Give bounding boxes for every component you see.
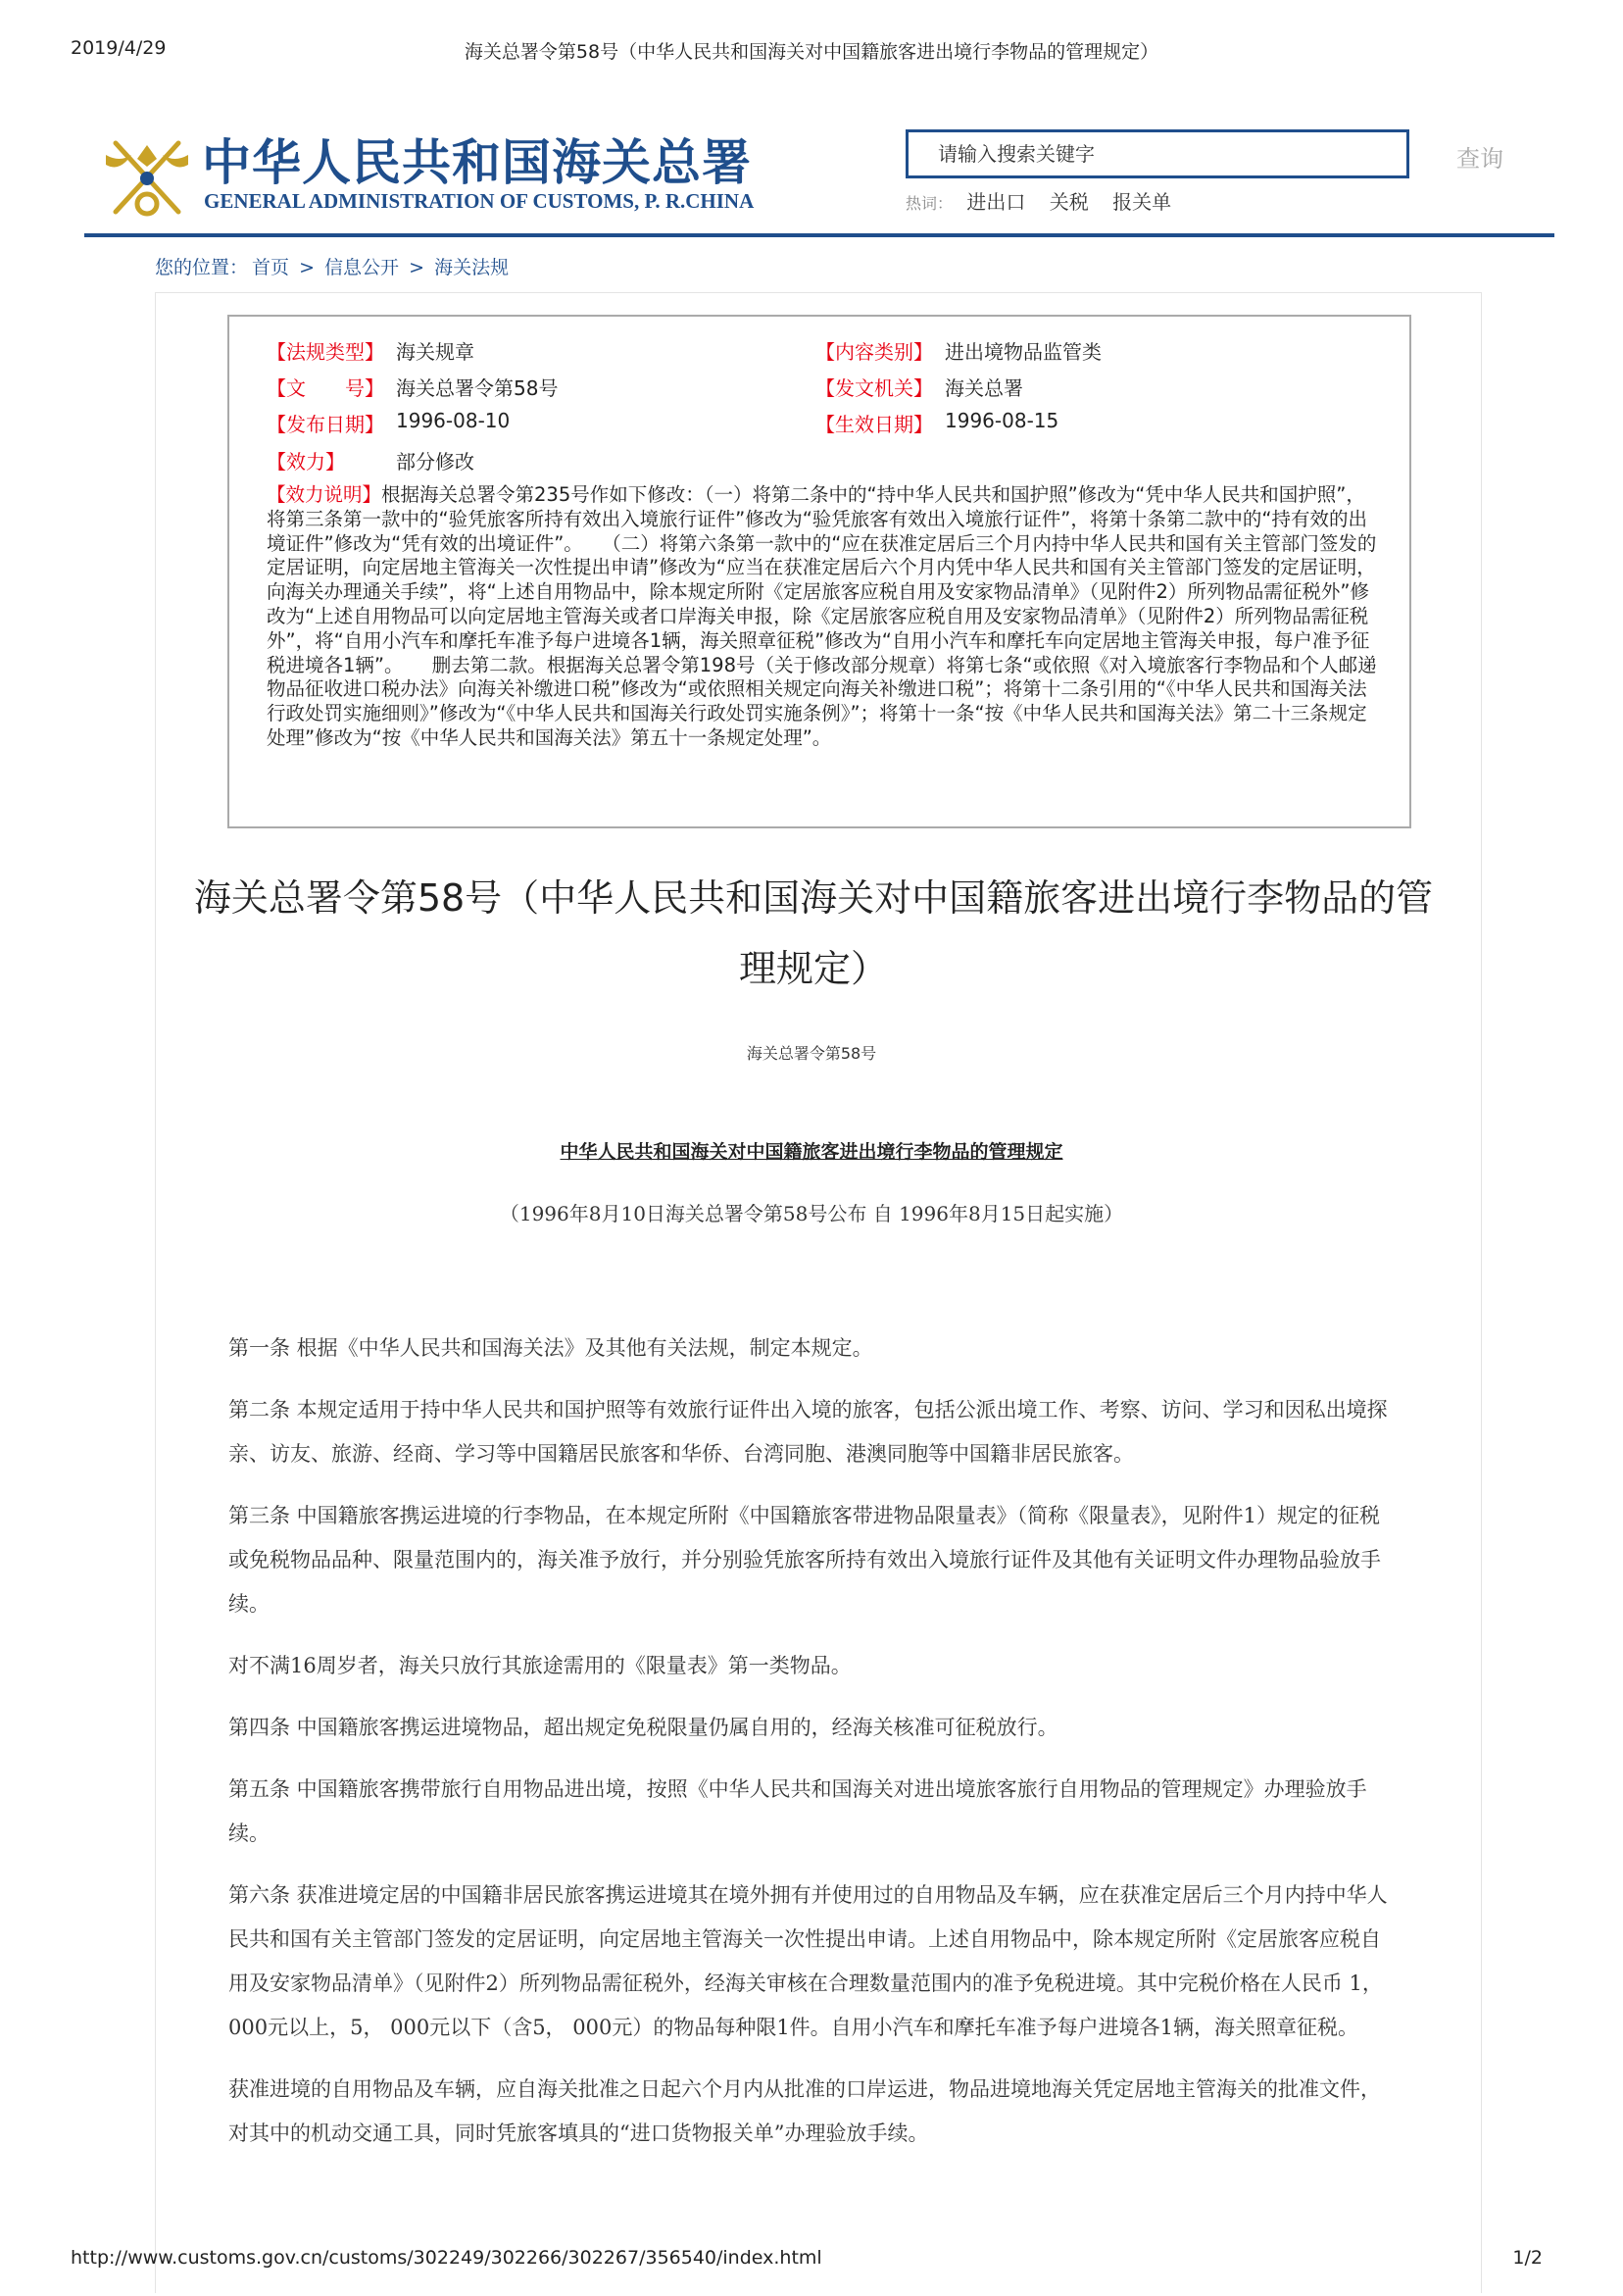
regulation-date: （1996年8月10日海关总署令第58号公布 自 1996年8月15日起实施）: [499, 1202, 1124, 1225]
validity-note-text: 根据海关总署令第235号作如下修改：（一）将第二条中的“持中华人民共和国护照”修改为“凭中华人民共和国护照”，将第三条第一款中的“验凭旅客所持有效出入境旅行证件”修改为“验凭旅客有效出入境旅行证件”，将第十条第二款中的“持有效的出境证件”修改为“凭有效的出境证件”。 （二）将第六条第一款中的“应在获准定居后三个月内持中华人民共和国有关主管部门签发的定居证明，向定居地主管海关一次性提出申请”修改为“应当在获准定居后六个月内凭中华人民共和国有关主管部门签发的定居证明，向海关办理通关手续”，将“上述自用物品中，除本规定所附《定居旅客应税自用及安家物品清单》（见附件2）所列物品需征税外”修改为“上述自用物品可以向定居地主管海关或者口岸海关申报，除《定居旅客应税自用及安家物品清单》（见附件2）所列物品需征税外”，将“自用小汽车和摩托车准予每户进境各1辆，海关照章征税”修改为“自用小汽车和摩托车向定居地主管海关申报，每户准予征税进境各1辆”。 删去第二款。根据海关总署令第198号（关于修改部分规章）将第七条“或依照《对入境旅客行李物品和个人邮递物品征收进口税办法》向海关补缴进口税”修改为“或依照相关规定向海关补缴进口税”；将第十二条引用的“《中华人民共和国海关法行政处罚实施细则》”修改为“《中华人民共和国海关行政处罚实施条例》”；将第十一条“按《中华人民共和国海关法》第二十三条规定处理”修改为“按《中华人民共和国海关法》第五十一条规定处理”。: [267, 483, 1377, 749]
issuer-label: 【发文机关】: [815, 376, 933, 400]
search-input[interactable]: 请输入搜索关键字: [906, 129, 1409, 178]
publish-date-label: 【发布日期】: [267, 413, 384, 436]
print-page-number: 1/2: [1512, 2247, 1543, 2269]
breadcrumb-prefix: 您的位置：: [155, 257, 249, 278]
page-subtitle: 海关总署令第58号: [746, 1044, 877, 1063]
law-type-value: 海关规章: [396, 340, 474, 364]
article-paragraph: 第六条 获准进境定居的中国籍非居民旅客携运进境其在境外拥有并使用过的自用物品及车辆，应在获准定居后三个月内持中华人民共和国有关主管部门签发的定居证明，向定居地主管海关一次性提出申请。上述自用物品中，除本规定所附《定居旅客应税自用及安家物品清单》（见附件2）所列物品需征税外，经海关审核在合理数量范围内的准予免税进境。其中完税价格在人民币 1， 000元以上，5， 000元以下（含5， 000元）的物品每种限1件。自用小汽车和摩托车准予每户进境各1辆，海关照章征税。: [228, 1883, 1388, 2039]
page-title: 海关总署令第58号（中华人民共和国海关对中国籍旅客进出境行李物品的管理规定）: [193, 876, 1434, 990]
doc-number-label: 【文 号】: [267, 376, 384, 400]
article-paragraph: 第二条 本规定适用于持中华人民共和国护照等有效旅行证件出入境的旅客，包括公派出境工作、考察、访问、学习和因私出境探亲、访友、旅游、经商、学习等中国籍居民旅客和华侨、台湾同胞、港澳同胞等中国籍非居民旅客。: [228, 1398, 1388, 1466]
site-logo-cn[interactable]: 中华人民共和国海关总署: [202, 133, 752, 191]
hot-word-link[interactable]: 关税: [1049, 190, 1089, 214]
hot-words-label: 热词：: [906, 194, 954, 213]
breadcrumb: [155, 253, 513, 279]
print-header: [71, 37, 1552, 67]
article-paragraph: 对不满16周岁者，海关只放行其旅途需用的《限量表》第一类物品。: [228, 1654, 852, 1677]
breadcrumb-separator: >: [409, 257, 425, 278]
content-category-value: 进出境物品监管类: [945, 340, 1102, 364]
hot-words: [906, 186, 1189, 215]
article-paragraph: 第四条 中国籍旅客携运进境物品，超出规定免税限量仍属自用的，经海关核准可征税放行。: [228, 1716, 1058, 1739]
print-date: 2019/4/29: [71, 37, 167, 59]
hot-word-link[interactable]: 报关单: [1112, 190, 1172, 214]
customs-emblem-icon[interactable]: [98, 125, 196, 224]
law-type-label: 【法规类型】: [267, 340, 384, 364]
validity-value: 部分修改: [396, 450, 474, 474]
doc-number-value: 海关总署令第58号: [396, 376, 559, 400]
effective-date-label: 【生效日期】: [815, 413, 933, 436]
validity-note: [267, 483, 1384, 751]
publish-date-value: 1996-08-10: [396, 409, 511, 432]
breadcrumb-separator: >: [299, 257, 315, 278]
breadcrumb-link-info[interactable]: 信息公开: [324, 257, 400, 278]
article-list: [228, 1326, 1401, 2173]
article-paragraph: 第三条 中国籍旅客携运进境的行李物品，在本规定所附《中国籍旅客带进物品限量表》（简称《限量表》，见附件1）规定的征税或免税物品品种、限量范围内的，海关准予放行，并分别验凭旅客所持有效出入境旅行证件及其他有关证明文件办理物品验放手续。: [228, 1504, 1381, 1616]
content-category-label: 【内容类别】: [815, 340, 933, 364]
breadcrumb-link-home[interactable]: 首页: [252, 257, 290, 278]
effective-date-value: 1996-08-15: [945, 409, 1059, 432]
site-logo-en[interactable]: GENERAL ADMINISTRATION OF CUSTOMS, P. R.CHINA: [204, 189, 755, 213]
regulation-title: 中华人民共和国海关对中国籍旅客进出境行李物品的管理规定: [560, 1141, 1063, 1163]
validity-label: 【效力】: [267, 450, 345, 474]
print-title: 海关总署令第58号（中华人民共和国海关对中国籍旅客进出境行李物品的管理规定）: [464, 41, 1159, 63]
regulation-meta-box: [227, 315, 1411, 828]
search-button[interactable]: 查询: [1456, 145, 1503, 173]
issuer-value: 海关总署: [945, 376, 1023, 400]
print-url: http://www.customs.gov.cn/customs/302249/302266/302267/356540/index.html: [71, 2247, 822, 2269]
article-paragraph: 获准进境的自用物品及车辆，应自海关批准之日起六个月内从批准的口岸运进，物品进境地海关凭定居地主管海关的批准文件，对其中的机动交通工具，同时凭旅客填具的“进口货物报关单”办理验放手续。: [228, 2077, 1381, 2145]
validity-note-label: 【效力说明】: [267, 483, 382, 506]
site-header: [84, 116, 1554, 237]
article-paragraph: 第五条 中国籍旅客携带旅行自用物品进出境，按照《中华人民共和国海关对进出境旅客旅行自用物品的管理规定》办理验放手续。: [228, 1777, 1367, 1845]
breadcrumb-link-regulations[interactable]: 海关法规: [434, 257, 510, 278]
article-paragraph: 第一条 根据《中华人民共和国海关法》及其他有关法规，制定本规定。: [228, 1336, 873, 1360]
hot-word-link[interactable]: 进出口: [966, 190, 1026, 214]
